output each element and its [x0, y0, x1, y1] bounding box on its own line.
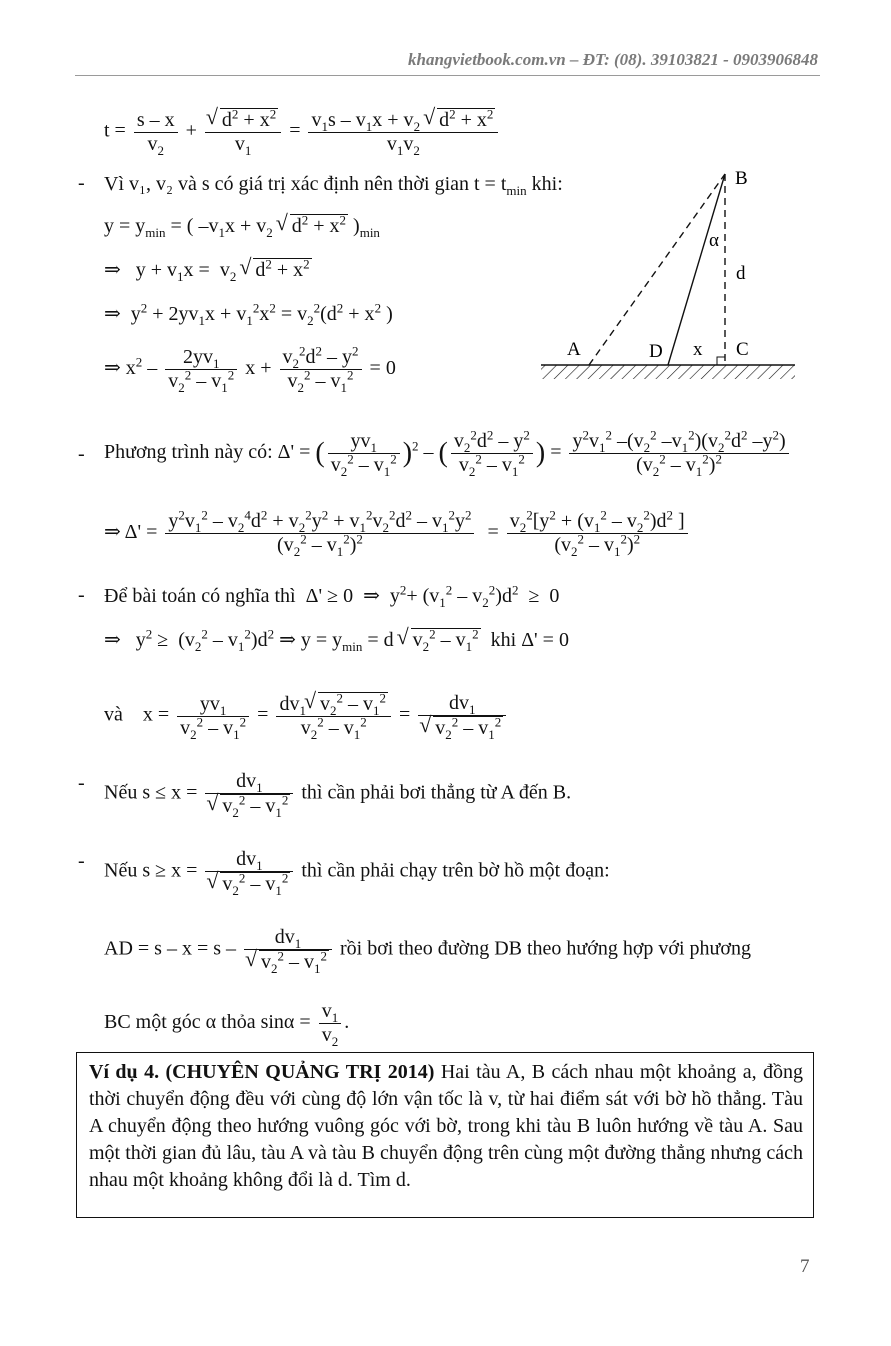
eq-sin-alpha: BC một góc α thỏa sinα = $\frac{v_1}{v_2}$ .: [104, 1000, 350, 1049]
eq-AD: AD = s – x = s – $dv_1$ √ $v_2^2 - v_1^2$ rồi bơi theo đường DB theo hướng hợp với phương: [104, 926, 751, 974]
eq-x-result: và x = $\frac{yv_1}{v_2^2 - v_1^2}$ = $\frac{dv_1√ v_2^2 - v_1^2}{v_2^2 - v_1^2}$ = $dv_1$ √ $v_2^2 - v_1^2$: [104, 692, 509, 740]
label-x: x: [693, 339, 703, 360]
header-rule: [75, 75, 820, 76]
bullet: -: [78, 172, 85, 194]
example-body: Hai tàu A, B cách nhau một khoảng a, đồng thời chuyển động đều với cùng độ lớn vận tốc là v, từ hai điểm sát với bờ hồ thẳng. Tàu A chuyển động theo hướng vuông góc với bờ, trong khi tàu B luôn hướng về tàu A. Sau một thời gian đủ lâu, tàu A và tàu B chuyển động trên cùng một đường thẳng nhưng cách nhau một khoảng không đổi là d. Tìm d.: [89, 1061, 803, 1191]
eq-discriminant-expanded: ⇒ Δ' = $\frac{y^2v_1^2 - v_2^4d^2 + v_2^2y^2 + v_1^2v_2^2d^2 - v_1^2y^2}{(v_2^2 - v_1^2)^2}$ = $\frac{v_2^2[y^2 + (v_1^2 - v_2^2)d^2 ]}{(v_2^2 - v_1^2)^2}$: [104, 510, 691, 557]
example-title: Ví dụ 4. (CHUYÊN QUẢNG TRỊ 2014): [89, 1061, 435, 1083]
eq-quadratic: ⇒ $x^2$ – $\frac{2yv_1}{v_2^2 - v_1^2}$ x + $\frac{v_2^2d^2 - y^2}{v_2^2 - v_1^2}$ = 0: [104, 343, 396, 395]
page-header: khangvietbook.com.vn – ĐT: (08). 39103821 - 0903906848: [407, 50, 818, 69]
eq-ymin-result: ⇒ $y^2 \ge (v_2^2 - v_1^2)d^2$ ⇒ $y = y_{min} = d$ √ $v_2^2 - v_1^2$ khi Δ' = 0: [104, 628, 569, 652]
eq-condition: Để bài toán có nghĩa thì Δ' ≥ 0 ⇒ $y^2+ (v_1^2 - v_2^2)d^2 \ge 0$: [104, 582, 560, 610]
example-text: [89, 1059, 803, 1194]
eq-step2: ⇒ $y^2 + 2yv_1x + v_1^2x^2 = v_2^2(d^2 + x^2$ ): [104, 300, 393, 328]
geometry-diagram: [535, 160, 805, 390]
case-swim: Nếu s ≤ x = $dv_1$ √ $v_2^2 - v_1^2$ thì cần phải bơi thẳng từ A đến B.: [104, 770, 571, 818]
page-number: 7: [800, 1256, 810, 1277]
bullet: -: [78, 443, 85, 465]
eq-time: t = $\frac{s - x}{v_2}$ + √ $\frac{d^2 + x^2}{v_1}$ = $\frac{v_1s - v_1x + v_2 √ d^2 + x^2}{v_1v_2}$: [104, 108, 501, 156]
shore-hatch: [541, 365, 795, 379]
bullet: -: [78, 772, 85, 794]
example-box: [76, 1052, 814, 1218]
eq-ymin: $y = y_{min}$ = ( $-v_1x + v_2$ √ $d^2 + x^2$ )$_{min}$: [104, 214, 380, 238]
line-AB: [589, 174, 725, 365]
label-d: d: [736, 263, 746, 284]
bullet: -: [78, 850, 85, 872]
line-DB: [668, 174, 725, 365]
intro-line: Vì v₁, v₂ và s có giá trị xác định nên thời gian $t = t_{min}$ khi:: [104, 173, 563, 198]
label-D: D: [649, 341, 663, 362]
right-angle-mark: [717, 357, 725, 365]
bullet: -: [78, 584, 85, 606]
eq-step1: ⇒ $y + v_1x = v_2$ √ $d^2 + x^2$: [104, 258, 312, 282]
eq-discriminant: Phương trình này có: Δ' = ( $\frac{yv_1}{v_2^2 - v_1^2}$ )$^2$ – ( $\frac{v_2^2d^2 - y^2}{v_2^2 - v_1^2}$ ) = $\frac{y^2v_1^2 -(v_2^2 -v_1^2)(v_2^2d^2 -y^2)}{(v_2^2 - v_1^2)^2}$: [104, 430, 792, 477]
case-run: Nếu s ≥ x = $dv_1$ √ $v_2^2 - v_1^2$ thì cần phải chạy trên bờ hồ một đoạn:: [104, 848, 610, 896]
label-B: B: [735, 168, 748, 189]
label-alpha: α: [709, 230, 719, 251]
label-C: C: [736, 339, 749, 360]
label-A: A: [567, 339, 581, 360]
